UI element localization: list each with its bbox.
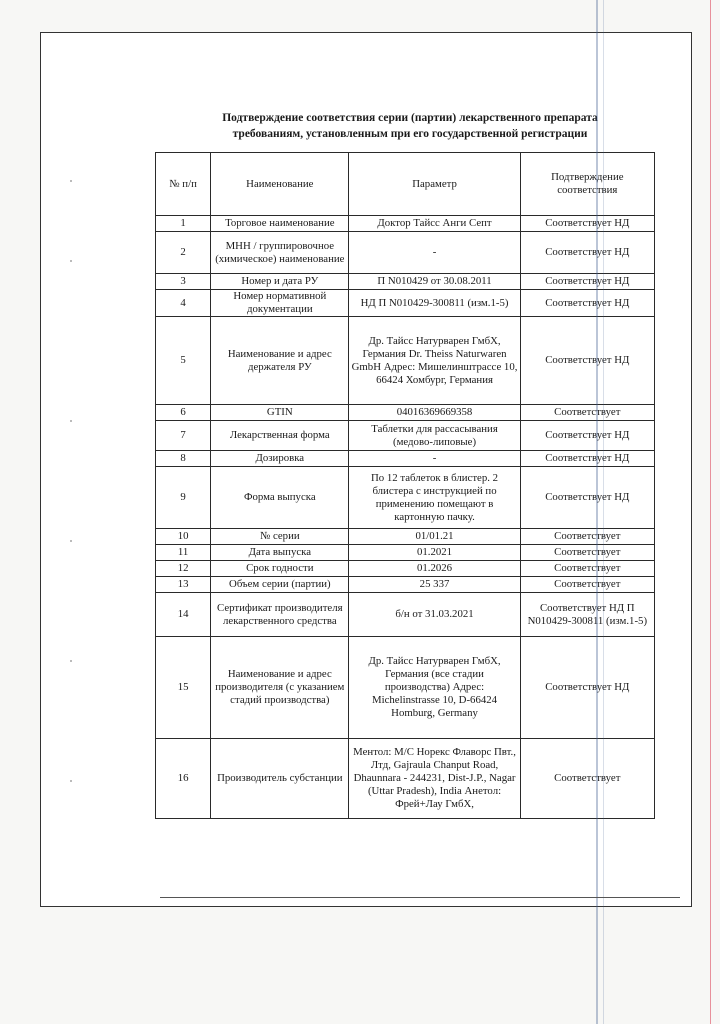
table-row <box>156 529 655 545</box>
cell-number: 10 <box>156 529 211 545</box>
cell-name: GTIN <box>211 405 349 421</box>
table-row <box>156 405 655 421</box>
cell-parameter: - <box>349 232 520 274</box>
cell-conformity: Соответствует НД <box>520 232 654 274</box>
cell-conformity: Соответствует НД <box>520 274 654 290</box>
table-row <box>156 290 655 317</box>
cell-conformity: Соответствует <box>520 529 654 545</box>
cell-name: Номер и дата РУ <box>211 274 349 290</box>
cell-name: Срок годности <box>211 561 349 577</box>
cell-number: 12 <box>156 561 211 577</box>
cell-parameter: Др. Тайсс Натурварен ГмбХ, Германия (все стадии производства) Адрес: Michelinstrasse 10, D-66424 Homburg, Germany <box>349 637 520 739</box>
document-title <box>160 110 660 142</box>
cell-number: 3 <box>156 274 211 290</box>
cell-name: № серии <box>211 529 349 545</box>
cell-parameter: 01.2021 <box>349 545 520 561</box>
cell-conformity: Соответствует <box>520 561 654 577</box>
scan-edge-line <box>710 0 711 1024</box>
cell-parameter: 01.2026 <box>349 561 520 577</box>
conformity-table <box>155 152 655 819</box>
cell-conformity: Соответствует НД <box>520 451 654 467</box>
cell-conformity: Соответствует <box>520 739 654 819</box>
cell-conformity: Соответствует НД <box>520 421 654 451</box>
cell-name: Наименование и адрес производителя (с указанием стадий производства) <box>211 637 349 739</box>
cell-conformity: Соответствует НД П N010429-300811 (изм.1-5) <box>520 593 654 637</box>
table-row <box>156 317 655 405</box>
cell-parameter: Таблетки для рассасывания (медово-липовые) <box>349 421 520 451</box>
cell-conformity: Соответствует <box>520 577 654 593</box>
cell-name: Сертификат производителя лекарственного средства <box>211 593 349 637</box>
table-row <box>156 421 655 451</box>
table-row <box>156 232 655 274</box>
cell-name: Дозировка <box>211 451 349 467</box>
cell-parameter: НД П N010429-300811 (изм.1-5) <box>349 290 520 317</box>
cell-conformity: Соответствует <box>520 405 654 421</box>
cell-number: 8 <box>156 451 211 467</box>
scan-artifact-line <box>603 0 604 1024</box>
cell-name: Объем серии (партии) <box>211 577 349 593</box>
table-row <box>156 451 655 467</box>
scan-dot <box>70 540 72 542</box>
cell-number: 16 <box>156 739 211 819</box>
cell-number: 1 <box>156 216 211 232</box>
table-header-row <box>156 153 655 216</box>
cell-parameter: б/н от 31.03.2021 <box>349 593 520 637</box>
header-number: № п/п <box>156 153 211 216</box>
header-name: Наименование <box>211 153 349 216</box>
cell-name: Наименование и адрес держателя РУ <box>211 317 349 405</box>
table-row <box>156 274 655 290</box>
table-row <box>156 216 655 232</box>
table-row <box>156 467 655 529</box>
cell-parameter: 01/01.21 <box>349 529 520 545</box>
cell-parameter: 04016369669358 <box>349 405 520 421</box>
cell-number: 5 <box>156 317 211 405</box>
table-row <box>156 637 655 739</box>
cell-conformity: Соответствует НД <box>520 467 654 529</box>
cell-name: Производитель субстанции <box>211 739 349 819</box>
cell-number: 14 <box>156 593 211 637</box>
cell-conformity: Соответствует НД <box>520 637 654 739</box>
cell-number: 4 <box>156 290 211 317</box>
table-row <box>156 545 655 561</box>
scan-dot <box>70 180 72 182</box>
cell-conformity: Соответствует НД <box>520 290 654 317</box>
cell-name: Торговое наименование <box>211 216 349 232</box>
cell-name: Форма выпуска <box>211 467 349 529</box>
cell-number: 11 <box>156 545 211 561</box>
scan-artifact-line <box>596 0 598 1024</box>
cell-parameter: - <box>349 451 520 467</box>
cell-parameter: Доктор Тайсс Анги Септ <box>349 216 520 232</box>
cell-name: Лекарственная форма <box>211 421 349 451</box>
cell-name: МНН / группировочное (химическое) наименование <box>211 232 349 274</box>
cell-conformity: Соответствует <box>520 545 654 561</box>
cell-parameter: По 12 таблеток в блистер. 2 блистера с инструкцией по применению помещают в картонную пачку. <box>349 467 520 529</box>
scan-dot <box>70 780 72 782</box>
cell-name: Номер нормативной документации <box>211 290 349 317</box>
cell-number: 2 <box>156 232 211 274</box>
cell-parameter: Др. Тайсс Натурварен ГмбХ, Германия Dr. Theiss Naturwaren GmbH Адрес: Мишелинштрассе 10, 66424 Хомбург, Германия <box>349 317 520 405</box>
title-line-2: требованиям, установленным при его государственной регистрации <box>232 128 588 140</box>
cell-parameter: 25 337 <box>349 577 520 593</box>
table-row <box>156 577 655 593</box>
cell-name: Дата выпуска <box>211 545 349 561</box>
cell-parameter: Ментол: М/С Норекс Флаворс Пвт., Лтд, Gajraula Chanput Road, Dhaunnara - 244231, Dist-J.P., Nagar (Uttar Pradesh), India Анетол: Фрей+Лау ГмбХ, <box>349 739 520 819</box>
cell-number: 7 <box>156 421 211 451</box>
cell-conformity: Соответствует НД <box>520 317 654 405</box>
footer-rule <box>160 897 680 898</box>
cell-number: 15 <box>156 637 211 739</box>
header-conformity: Подтверждение соответствия <box>520 153 654 216</box>
scan-dot <box>70 420 72 422</box>
cell-conformity: Соответствует НД <box>520 216 654 232</box>
cell-parameter: П N010429 от 30.08.2011 <box>349 274 520 290</box>
table-row <box>156 561 655 577</box>
header-parameter: Параметр <box>349 153 520 216</box>
cell-number: 9 <box>156 467 211 529</box>
cell-number: 6 <box>156 405 211 421</box>
scan-dot <box>70 660 72 662</box>
table-row <box>156 739 655 819</box>
title-line-1: Подтверждение соответствия серии (партии) лекарственного препарата <box>222 112 598 124</box>
table-row <box>156 593 655 637</box>
scan-dot <box>70 260 72 262</box>
cell-number: 13 <box>156 577 211 593</box>
